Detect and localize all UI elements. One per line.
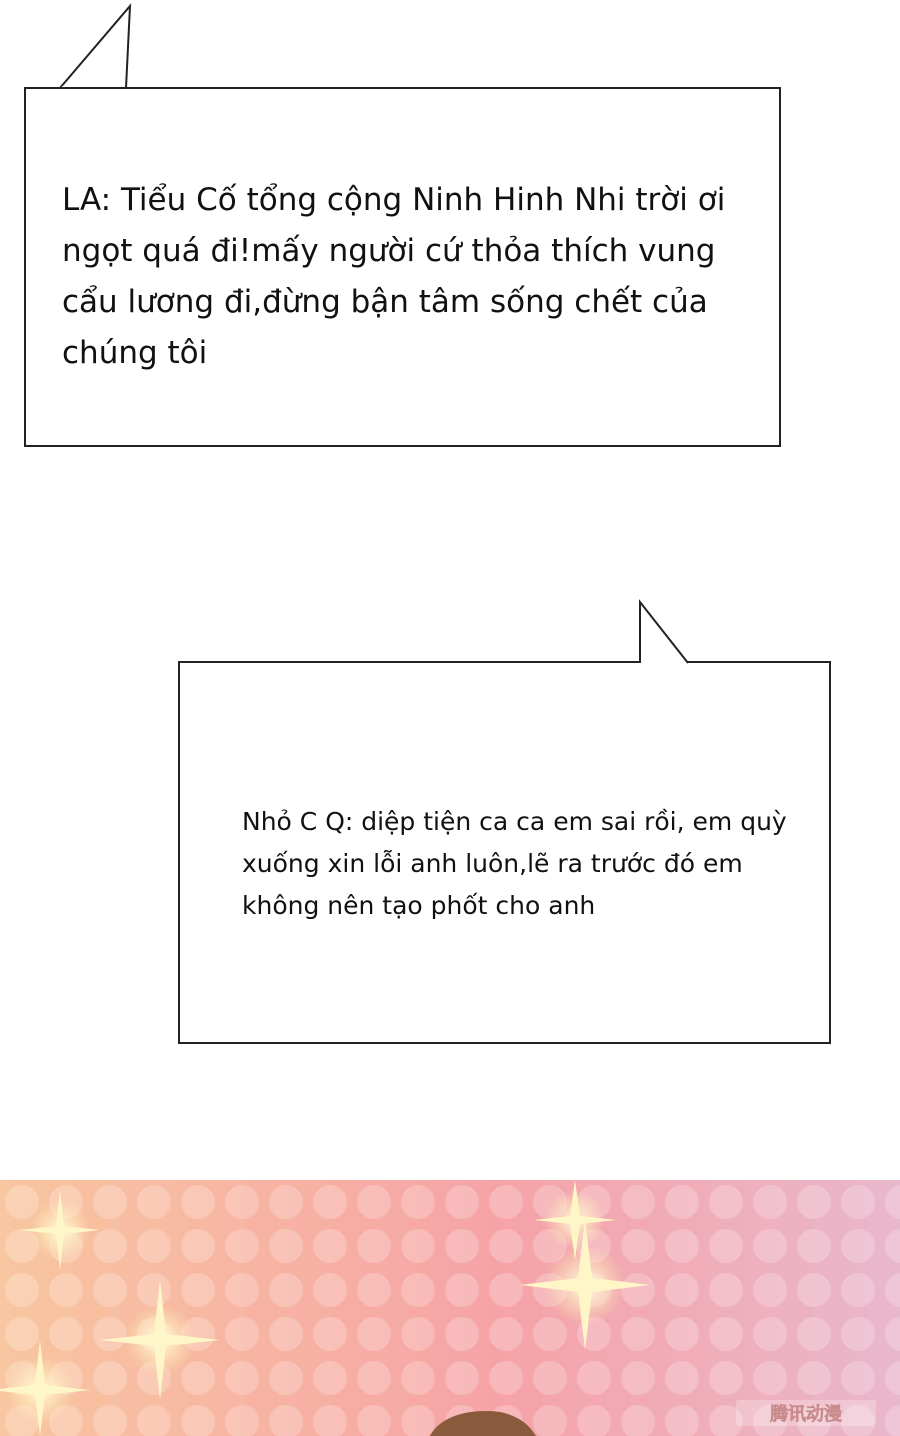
speech-bubble-2 bbox=[178, 661, 831, 1044]
dialogue-text-2: Nhỏ C Q: diệp tiện ca ca em sai rồi, em quỳ xuống xin lỗi anh luôn,lẽ ra trước đó em không nên tạo phốt cho anh bbox=[242, 807, 787, 920]
speech-bubble-tail-2 bbox=[628, 598, 698, 664]
watermark-logo bbox=[736, 1396, 876, 1430]
speech-bubble-1 bbox=[24, 87, 781, 447]
speech-bubble-tail-1 bbox=[60, 2, 140, 90]
comic-art-panel bbox=[0, 1180, 900, 1436]
svg-text:腾讯动漫: 腾讯动漫 bbox=[770, 1404, 842, 1425]
dialogue-text-1: LA: Tiểu Cố tổng cộng Ninh Hinh Nhi trời ơi ngọt quá đi!mấy người cứ thỏa thích vung cẩu lương đi,đừng bận tâm sống chết của chúng tôi bbox=[62, 182, 726, 371]
